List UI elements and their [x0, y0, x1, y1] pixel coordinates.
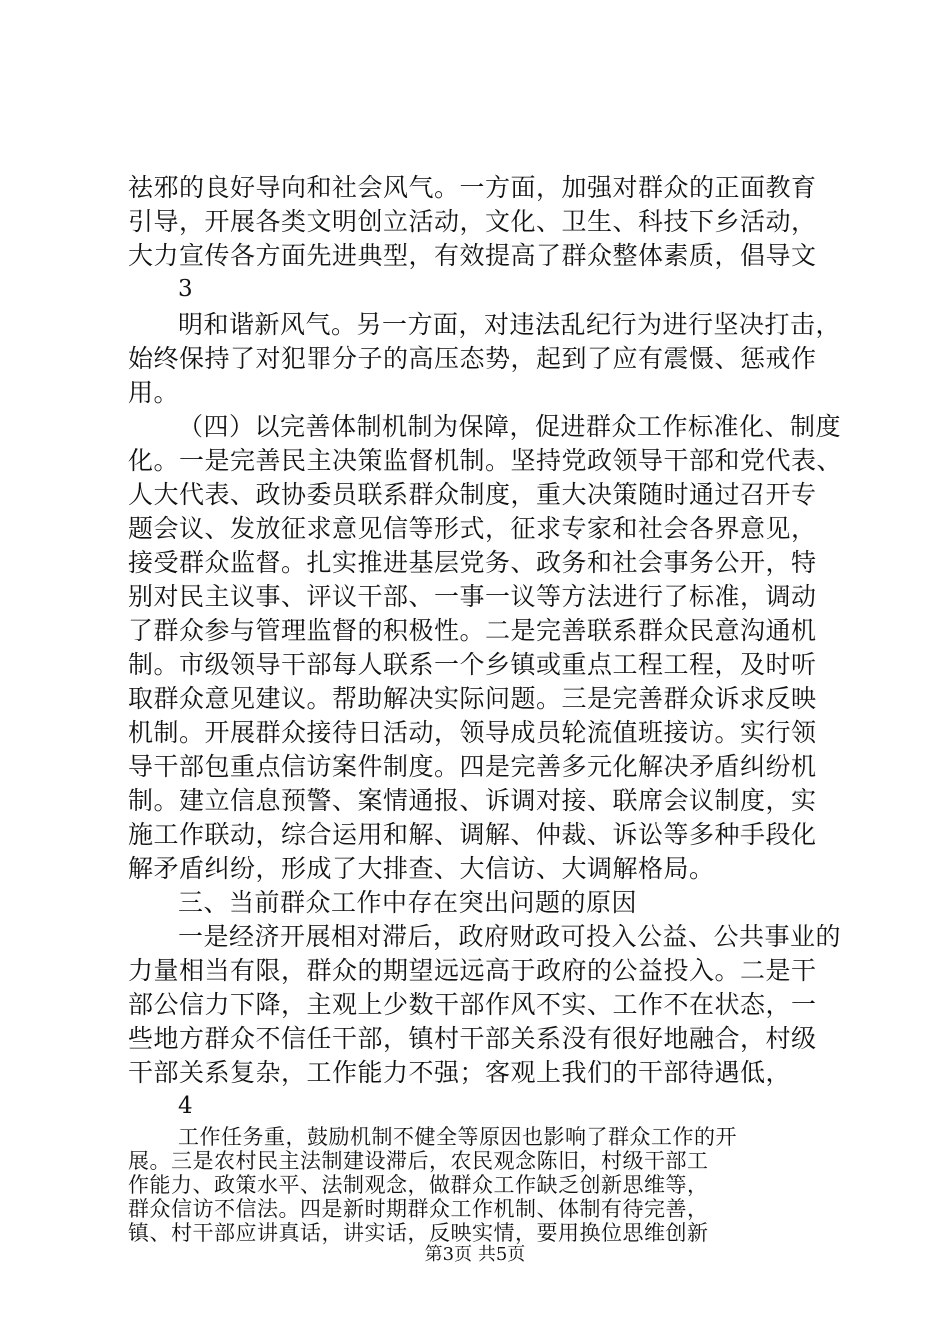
body-line: 作能力、政策水平、法制观念，做群众工作缺乏创新思维等，	[128, 1173, 709, 1197]
body-line: 施工作联动，综合运用和解、调解、仲裁、诉讼等多种手段化	[128, 820, 817, 849]
body-line: 人大代表、政协委员联系群众制度，重大决策随时通过召开专	[128, 480, 817, 509]
body-line: 导干部包重点信访案件制度。四是完善多元化解决矛盾纠纷机	[128, 752, 817, 781]
body-line: 力量相当有限，群众的期望远远高于政府的公益投入。二是干	[128, 956, 817, 985]
body-line: 祛邪的良好导向和社会风气。一方面，加强对群众的正面教育	[128, 173, 817, 202]
body-line: 了群众参与管理监督的积极性。二是完善联系群众民意沟通机	[128, 616, 817, 645]
body-line: 明和谐新风气。另一方面，对违法乱纪行为进行坚决打击，	[178, 310, 842, 339]
body-line: 一是经济开展相对滞后，政府财政可投入公益、公共事业的	[178, 922, 842, 951]
body-line: 干部关系复杂，工作能力不强；客观上我们的干部待遇低，	[128, 1058, 792, 1087]
body-line: 制。建立信息预警、案情通报、诉调对接、联席会议制度，实	[128, 786, 817, 815]
body-line: 些地方群众不信任干部，镇村干部关系没有很好地融合，村级	[128, 1024, 817, 1053]
body-line: 引导，开展各类文明创立活动，文化、卫生、科技下乡活动，	[128, 207, 817, 236]
body-line: 制。市级领导干部每人联系一个乡镇或重点工程工程，及时听	[128, 650, 817, 679]
page-footer: 第3页 共5页	[424, 1244, 526, 1265]
body-line: 工作任务重，鼓励机制不健全等原因也影响了群众工作的开	[178, 1125, 737, 1149]
inline-page-number: 4	[178, 1093, 193, 1119]
body-line: 始终保持了对犯罪分子的高压态势，起到了应有震慑、惩戒作	[128, 344, 817, 373]
body-line: 化。一是完善民主决策监督机制。坚持党政领导干部和党代表、	[128, 446, 843, 475]
body-line: 别对民主议事、评议干部、一事一议等方法进行了标准，调动	[128, 582, 817, 611]
body-line: 取群众意见建议。帮助解决实际问题。三是完善群众诉求反映	[128, 684, 817, 713]
body-line: 群众信访不信法。四是新时期群众工作机制、体制有待完善，	[128, 1197, 709, 1221]
section-heading: 三、当前群众工作中存在突出问题的原因	[178, 888, 638, 917]
body-line: 用。	[128, 378, 180, 407]
body-line: 镇、村干部应讲真话，讲实话，反映实情，要用换位思维创新	[128, 1221, 709, 1245]
body-line: 机制。开展群众接待日活动，领导成员轮流值班接访。实行领	[128, 718, 817, 747]
body-line: 接受群众监督。扎实推进基层党务、政务和社会事务公开，特	[128, 548, 817, 577]
body-line: 大力宣传各方面先进典型，有效提高了群众整体素质，倡导文	[128, 241, 817, 270]
body-line: 部公信力下降，主观上少数干部作风不实、工作不在状态，一	[128, 990, 817, 1019]
inline-page-number: 3	[178, 276, 193, 302]
body-line: 解矛盾纠纷，形成了大排查、大信访、大调解格局。	[128, 854, 715, 883]
body-line: 展。三是农村民主法制建设滞后，农民观念陈旧，村级干部工	[128, 1149, 709, 1173]
body-line: 题会议、发放征求意见信等形式，征求专家和社会各界意见，	[128, 514, 817, 543]
section-heading: （四）以完善体制机制为保障，促进群众工作标准化、制度	[178, 412, 842, 441]
